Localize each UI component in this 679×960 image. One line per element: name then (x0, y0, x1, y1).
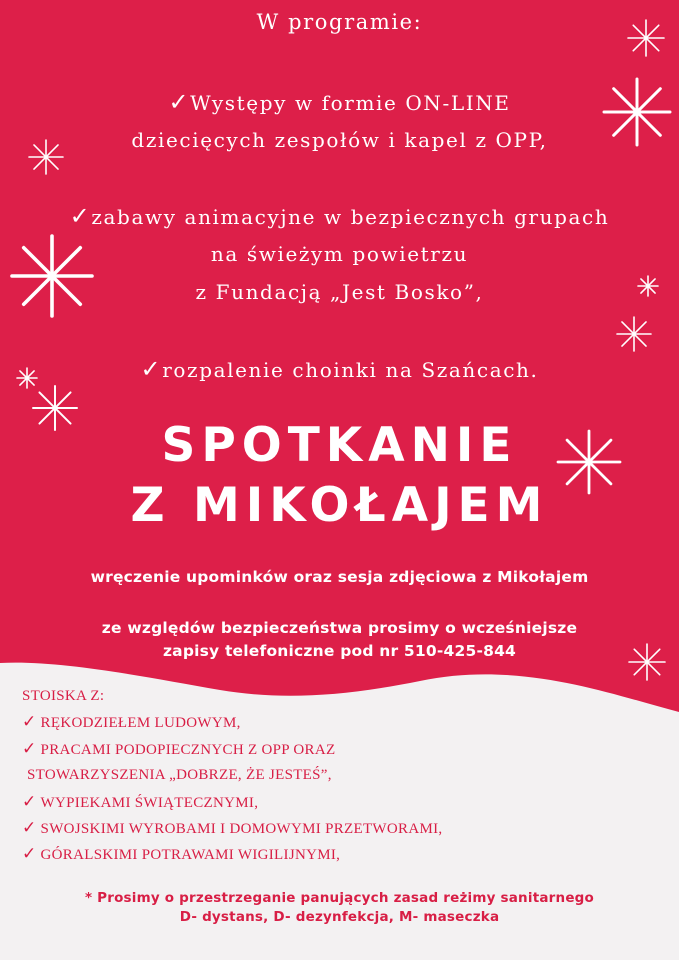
program-heading: W programie: (256, 10, 423, 34)
program-item-1-text: Występy w formie ON-LINE (190, 91, 511, 115)
check-icon: ✓ (140, 355, 163, 383)
check-icon: ✓ (22, 738, 37, 759)
check-icon: ✓ (69, 202, 92, 230)
stalls-list (22, 683, 442, 868)
stalls-item (22, 815, 442, 841)
stalls-item (22, 736, 442, 762)
stalls-item (22, 709, 442, 735)
program-item-1-line-2: dziecięcych zespołów i kapel z OPP, (131, 128, 548, 152)
stalls-item-text: SWOJSKIMI WYROBAMI I DOMOWYMI PRZETWORAMI, (40, 820, 443, 837)
program-item-2-line-2: na świeżym powietrzu (210, 242, 469, 266)
check-icon: ✓ (22, 791, 37, 812)
program-item-1-line-1 (0, 88, 679, 116)
event-title-line-2: Z MIKOŁAJEM (130, 478, 549, 533)
stalls-item (22, 762, 442, 788)
program-item-2-line-1 (0, 202, 679, 230)
sparkle-star-icon (617, 317, 651, 351)
stalls-item-text: GÓRALSKIMI POTRAWAMI WIGILIJNYMI, (40, 847, 341, 864)
stalls-item (22, 841, 442, 867)
gifts-text: wręczenie upominków oraz sesja zdjęciowa z Mikołajem (90, 568, 589, 586)
sanitary-note-line-2: D- dystans, D- dezynfekcja, M- maseczka (179, 909, 500, 925)
program-item-2-text: zabawy animacyjne w bezpiecznych grupach (91, 205, 610, 229)
stalls-item-text: WYPIEKAMI ŚWIĄTECZNYMI, (40, 794, 259, 811)
stalls-heading: STOISKA Z: (22, 688, 105, 704)
check-icon: ✓ (22, 712, 37, 733)
registration-line-1: ze względów bezpieczeństwa prosimy o wcześniejsze (101, 619, 578, 637)
stalls-item-text: RĘKODZIEŁEM LUDOWYM, (40, 715, 241, 732)
stalls-item-text: PRACAMI PODOPIECZNYCH Z OPP ORAZ (40, 741, 336, 758)
program-item-2-line-3: z Fundacją „Jest Bosko”, (195, 280, 484, 304)
check-icon: ✓ (168, 88, 191, 116)
stalls-item (22, 789, 442, 815)
program-item-3-line-1 (0, 355, 679, 383)
stalls-item-text: STOWARZYSZENIA „DOBRZE, ŻE JESTEŚ”, (27, 767, 332, 784)
registration-line-2: zapisy telefoniczne pod nr 510-425-844 (162, 642, 517, 660)
program-item-3-text: rozpalenie choinki na Szańcach. (162, 358, 539, 382)
check-icon: ✓ (22, 844, 37, 865)
event-title-line-1: SPOTKANIE (161, 418, 518, 473)
check-icon: ✓ (22, 817, 37, 838)
sanitary-note-line-1: * Prosimy o przestrzeganie panujących zasad reżimy sanitarnego (84, 890, 595, 906)
